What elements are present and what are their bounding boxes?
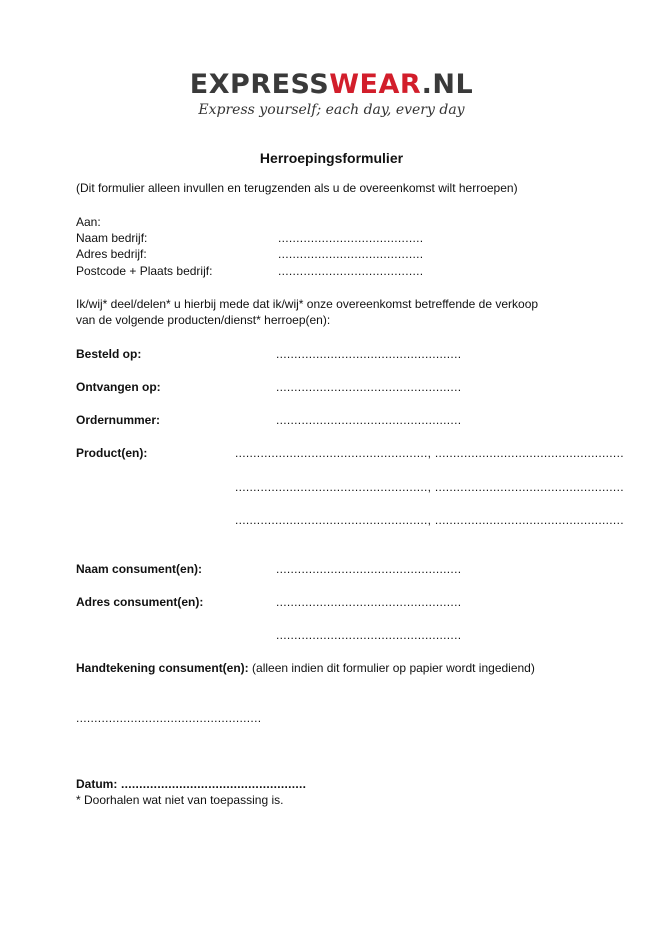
consumer-address-label: Adres consument(en): xyxy=(76,595,204,609)
products-label: Product(en): xyxy=(76,446,148,460)
consumer-address-field-1[interactable]: ................................................... xyxy=(276,595,462,609)
logo-part-nl: .NL xyxy=(421,69,474,100)
ordered-on-label: Besteld op: xyxy=(76,347,142,361)
product-row-1-field[interactable]: ....................................................., .................................................... xyxy=(235,446,624,460)
company-address-field[interactable]: ........................................ xyxy=(278,247,424,261)
company-postcode-label: Postcode + Plaats bedrijf: xyxy=(76,264,213,278)
logo-part-wear: WEAR xyxy=(329,69,422,100)
company-postcode-field[interactable]: ........................................ xyxy=(278,264,424,278)
received-on-field[interactable]: ................................................... xyxy=(276,380,462,394)
product-row-2-field[interactable]: ....................................................., .................................................... xyxy=(235,480,624,494)
date-label: Datum: xyxy=(76,777,118,791)
footnote: * Doorhalen wat niet van toepassing is. xyxy=(76,793,284,807)
consumer-name-label: Naam consument(en): xyxy=(76,562,203,576)
logo-tagline: Express yourself; each day, every day xyxy=(198,102,465,118)
company-name-label: Naam bedrijf: xyxy=(76,231,148,245)
product-row-3-field[interactable]: ....................................................., .................................................... xyxy=(235,513,624,527)
to-label: Aan: xyxy=(76,215,101,229)
company-name-field[interactable]: ........................................ xyxy=(278,231,424,245)
company-address-label: Adres bedrijf: xyxy=(76,247,147,261)
signature-label: Handtekening consument(en): xyxy=(76,661,249,675)
date-field[interactable]: ................................................... xyxy=(117,777,307,791)
intro-text: (Dit formulier alleen invullen en terugzenden als u de overeenkomst wilt herroepen) xyxy=(76,181,518,195)
order-number-label: Ordernummer: xyxy=(76,413,161,427)
page-title: Herroepingsformulier xyxy=(259,150,404,166)
logo-part-express: EXPRESS xyxy=(189,69,330,100)
expresswear-logo xyxy=(0,70,663,100)
signature-field[interactable]: ................................................... xyxy=(76,711,262,725)
signature-line xyxy=(76,660,535,676)
signature-note: (alleen indien dit formulier op papier wordt ingediend) xyxy=(248,661,535,675)
ordered-on-field[interactable]: ................................................... xyxy=(276,347,462,361)
date-row xyxy=(76,776,306,792)
received-on-label: Ontvangen op: xyxy=(76,380,161,394)
declaration-line-1: Ik/wij* deel/delen* u hierbij mede dat ik/wij* onze overeenkomst betreffende de verkoop xyxy=(76,297,539,311)
consumer-name-field[interactable]: ................................................... xyxy=(276,562,462,576)
order-number-field[interactable]: ................................................... xyxy=(276,413,462,427)
consumer-address-field-2[interactable]: ................................................... xyxy=(276,628,462,642)
declaration-line-2: van de volgende producten/dienst* herroep(en): xyxy=(76,313,331,327)
